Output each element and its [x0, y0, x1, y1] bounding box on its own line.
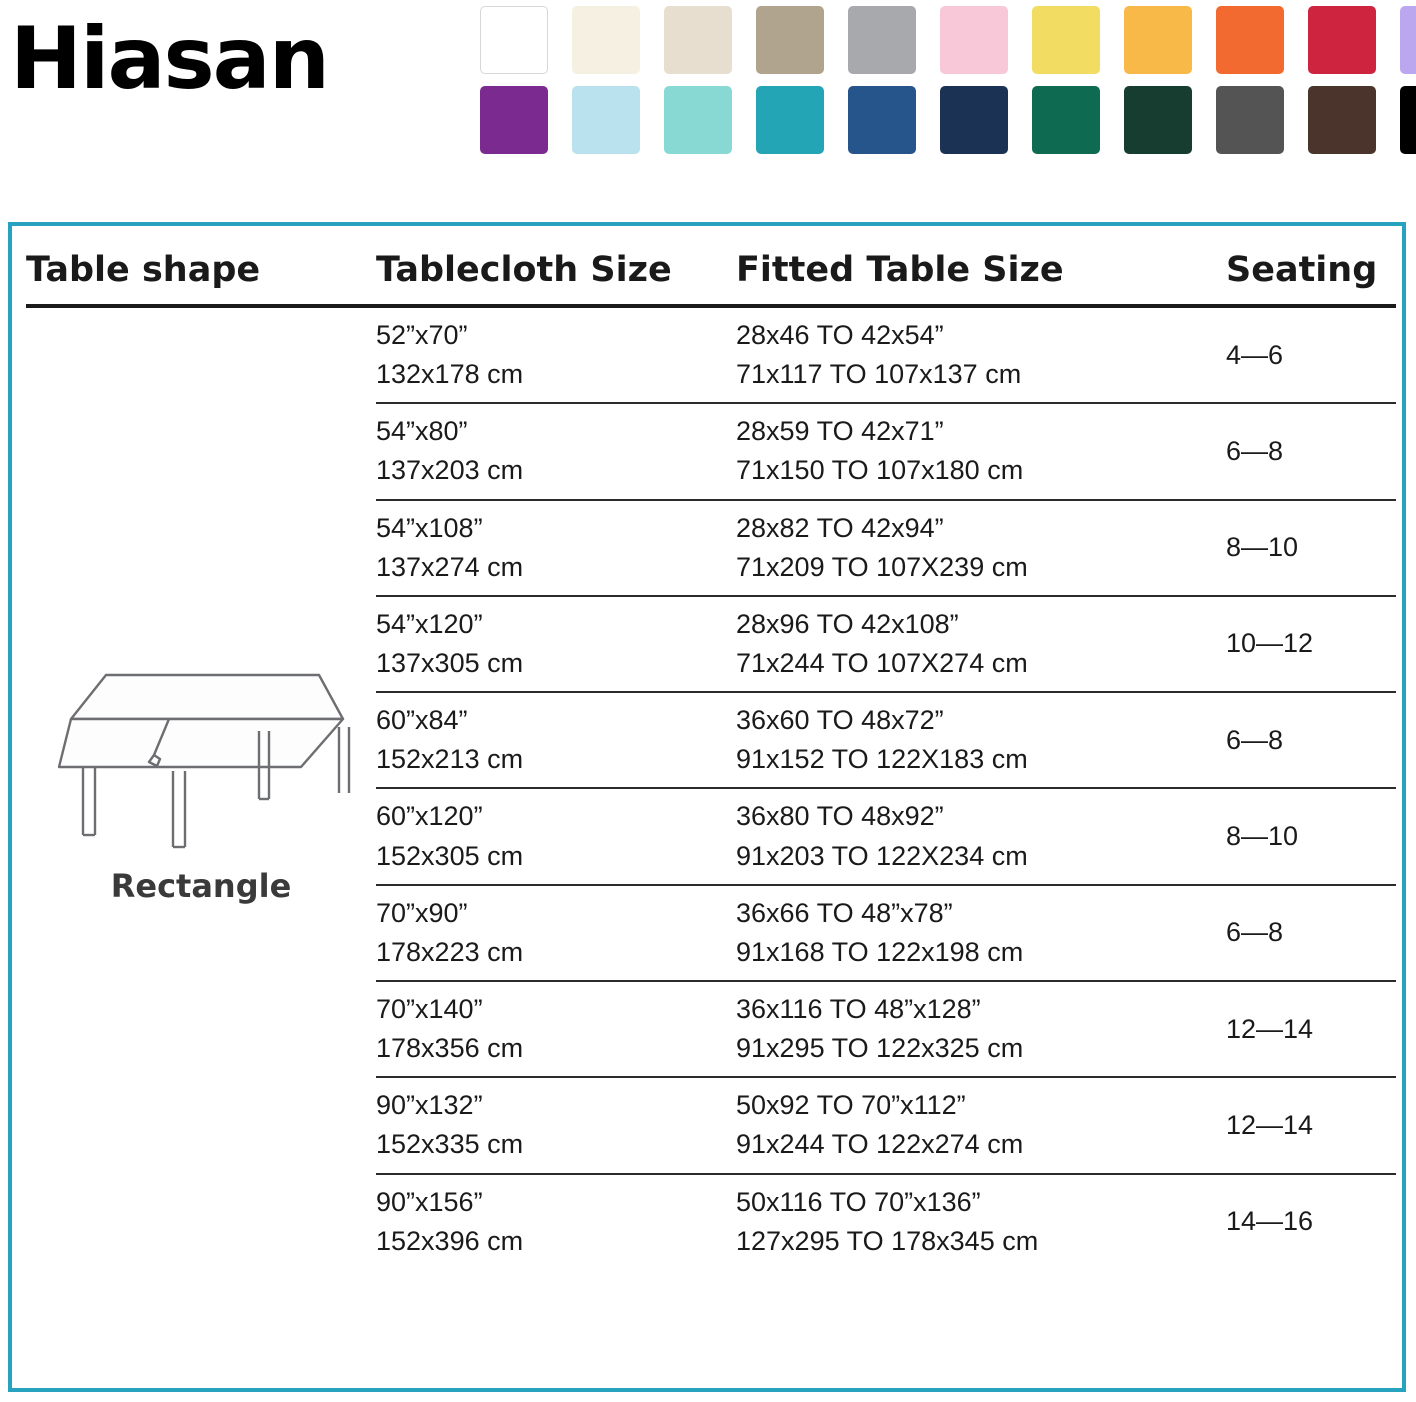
cell-fitted-table-size — [736, 306, 1226, 403]
cell-tablecloth-size — [376, 981, 736, 1077]
cell-fitted-table-size — [736, 788, 1226, 884]
table-body — [26, 306, 1396, 1269]
tablecloth-size-inches: 90”x132” — [376, 1090, 483, 1121]
header — [0, 0, 1416, 180]
column-header-fitted-table-size: Fitted Table Size — [736, 244, 1226, 306]
fitted-size-inches: 36x60 TO 48x72” — [736, 705, 944, 736]
cell-fitted-table-size — [736, 692, 1226, 788]
size-chart-card — [8, 222, 1406, 1392]
tablecloth-size-cm: 178x223 cm — [376, 936, 524, 967]
cell-seating: 6—8 — [1226, 885, 1396, 981]
tablecloth-size-cm: 137x305 cm — [376, 647, 524, 678]
table-row — [26, 306, 1396, 403]
tablecloth-size-inches: 70”x90” — [376, 897, 468, 928]
fitted-size-cm: 71x117 TO 107x137 cm — [736, 359, 1022, 390]
color-swatch-palette — [480, 0, 1416, 154]
brand-logo: Hiasan — [10, 9, 328, 109]
fitted-size-cm: 91x295 TO 122x325 cm — [736, 1033, 1024, 1064]
fitted-size-inches: 50x116 TO 70”x136” — [736, 1186, 981, 1217]
color-swatch-light-blue[interactable] — [572, 86, 640, 154]
color-swatch-emerald[interactable] — [1032, 86, 1100, 154]
color-swatch-yellow[interactable] — [1032, 6, 1100, 74]
cell-fitted-table-size — [736, 1174, 1226, 1269]
color-swatch-navy[interactable] — [940, 86, 1008, 154]
color-swatch-pink[interactable] — [940, 6, 1008, 74]
rectangle-table-icon — [51, 667, 351, 857]
table-shape-cell — [26, 306, 376, 1269]
color-swatch-red[interactable] — [1308, 6, 1376, 74]
column-header-seating: Seating — [1226, 244, 1396, 306]
tablecloth-size-cm: 152x213 cm — [376, 744, 524, 775]
cell-tablecloth-size — [376, 788, 736, 884]
column-header-table-shape: Table shape — [26, 244, 376, 306]
tablecloth-size-inches: 60”x84” — [376, 705, 468, 736]
cell-fitted-table-size — [736, 981, 1226, 1077]
cell-tablecloth-size — [376, 596, 736, 692]
color-swatch-lavender[interactable] — [1400, 6, 1416, 74]
cell-seating: 14—16 — [1226, 1206, 1314, 1237]
tablecloth-size-cm: 137x274 cm — [376, 551, 524, 582]
fitted-size-inches: 28x46 TO 42x54” — [736, 320, 944, 350]
fitted-size-cm: 91x203 TO 122X234 cm — [736, 840, 1028, 871]
tablecloth-size-inches: 60”x120” — [376, 801, 483, 832]
cell-tablecloth-size — [376, 885, 736, 981]
column-header-tablecloth-size: Tablecloth Size — [376, 244, 736, 306]
shape-label: Rectangle — [110, 867, 292, 906]
fitted-size-cm: 71x150 TO 107x180 cm — [736, 455, 1024, 486]
tablecloth-size-inches: 54”x108” — [376, 512, 483, 543]
color-swatch-teal[interactable] — [756, 86, 824, 154]
cell-seating: 8—10 — [1226, 500, 1396, 596]
tablecloth-size-inches: 54”x80” — [376, 416, 468, 447]
tablecloth-size-inches: 90”x156” — [376, 1186, 483, 1217]
color-swatch-gold[interactable] — [1124, 6, 1192, 74]
cell-seating: 6—8 — [1226, 692, 1396, 788]
fitted-size-inches: 28x96 TO 42x108” — [736, 608, 959, 639]
cell-fitted-table-size — [736, 1077, 1226, 1173]
color-swatch-steel-blue[interactable] — [848, 86, 916, 154]
color-swatch-dark-green[interactable] — [1124, 86, 1192, 154]
tablecloth-size-cm: 178x356 cm — [376, 1033, 524, 1064]
swatch-row-2 — [480, 86, 1416, 154]
color-swatch-grey[interactable] — [848, 6, 916, 74]
table-header-row — [26, 244, 1396, 306]
color-swatch-white[interactable] — [480, 6, 548, 74]
fitted-size-cm: 91x168 TO 122x198 cm — [736, 936, 1024, 967]
fitted-size-inches: 28x82 TO 42x94” — [736, 512, 944, 543]
color-swatch-taupe[interactable] — [756, 6, 824, 74]
cell-tablecloth-size — [376, 306, 736, 403]
size-chart-table — [26, 244, 1396, 1269]
tablecloth-size-cm: 132x178 cm — [376, 359, 524, 390]
color-swatch-beige[interactable] — [664, 6, 732, 74]
cell-seating: 6—8 — [1226, 403, 1396, 499]
cell-tablecloth-size — [376, 500, 736, 596]
fitted-size-inches: 36x80 TO 48x92” — [736, 801, 944, 832]
fitted-size-inches: 50x92 TO 70”x112” — [736, 1090, 966, 1121]
cell-fitted-table-size — [736, 596, 1226, 692]
fitted-size-cm: 71x244 TO 107X274 cm — [736, 647, 1028, 678]
color-swatch-dark-brown[interactable] — [1308, 86, 1376, 154]
tablecloth-size-cm: 152x396 cm — [376, 1225, 524, 1256]
tablecloth-size-inches: 54”x120” — [376, 608, 483, 639]
tablecloth-size-inches: 52”x70” — [376, 320, 468, 350]
fitted-size-cm: 91x244 TO 122x274 cm — [736, 1129, 1024, 1160]
cell-tablecloth-size — [376, 692, 736, 788]
cell-fitted-table-size — [736, 403, 1226, 499]
color-swatch-charcoal-grey[interactable] — [1216, 86, 1284, 154]
swatch-row-1 — [480, 6, 1416, 74]
cell-seating: 4—6 — [1226, 306, 1396, 403]
color-swatch-orange[interactable] — [1216, 6, 1284, 74]
fitted-size-inches: 36x116 TO 48”x128” — [736, 993, 981, 1024]
fitted-size-inches: 28x59 TO 42x71” — [736, 416, 944, 447]
cell-fitted-table-size — [736, 885, 1226, 981]
cell-seating: 10—12 — [1226, 596, 1396, 692]
color-swatch-black[interactable] — [1400, 86, 1416, 154]
fitted-size-inches: 36x66 TO 48”x78” — [736, 897, 953, 928]
cell-seating: 12—14 — [1226, 1077, 1396, 1173]
fitted-size-cm: 91x152 TO 122X183 cm — [736, 744, 1028, 775]
color-swatch-aqua[interactable] — [664, 86, 732, 154]
cell-tablecloth-size — [376, 1174, 736, 1269]
fitted-size-cm: 71x209 TO 107X239 cm — [736, 551, 1028, 582]
cell-tablecloth-size — [376, 403, 736, 499]
tablecloth-size-cm: 152x335 cm — [376, 1129, 524, 1160]
color-swatch-ivory[interactable] — [572, 6, 640, 74]
fitted-size-cm: 127x295 TO 178x345 cm — [736, 1225, 1039, 1256]
color-swatch-purple[interactable] — [480, 86, 548, 154]
tablecloth-size-cm: 152x305 cm — [376, 840, 524, 871]
cell-tablecloth-size — [376, 1077, 736, 1173]
cell-fitted-table-size — [736, 500, 1226, 596]
tablecloth-size-inches: 70”x140” — [376, 993, 483, 1024]
tablecloth-size-cm: 137x203 cm — [376, 455, 524, 486]
cell-seating: 8—10 — [1226, 788, 1396, 884]
cell-seating: 12—14 — [1226, 981, 1396, 1077]
